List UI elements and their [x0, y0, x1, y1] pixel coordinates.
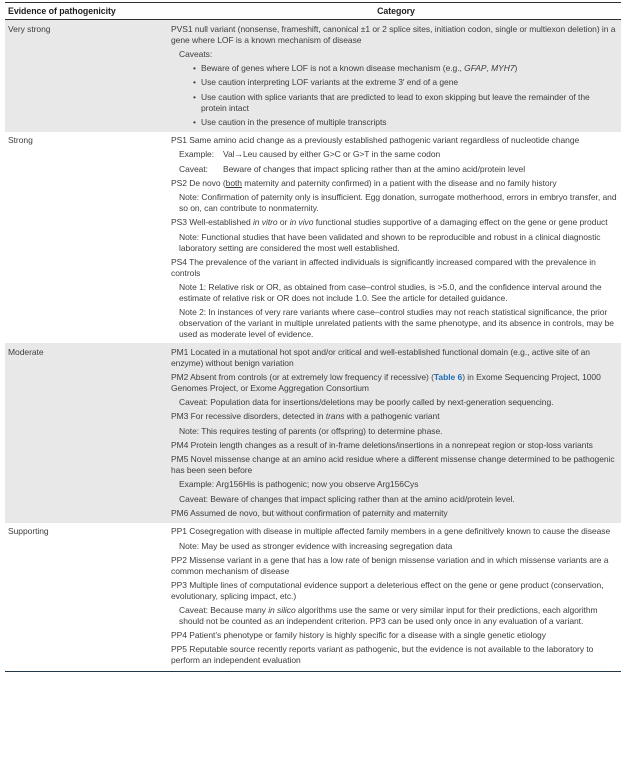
bullet-text: Beware of genes where LOF is not a known disease mechanism (e.g., GFAP, MYH7) — [201, 63, 518, 74]
evidence-level-label: Moderate — [8, 346, 44, 357]
criterion-text: PM1 Located in a mutational hot spot and/or critical and well-established functional domain (e.g., active site of an enzyme) without benign variation — [171, 346, 590, 368]
criterion-text: PVS1 null variant (nonsense, frameshift, canonical ±1 or 2 splice sites, initiation codon, single or multiexon deletion) in a gene where LOF is a known mechanism of disease — [171, 23, 616, 45]
pair-text: Val→Leu caused by either G>C or G>T in the same codon — [223, 149, 441, 160]
criterion-text: PM5 Novel missense change at an amino acid residue where a different missense change determined to be pathogenic has been seen before — [171, 454, 615, 476]
table-row — [5, 20, 621, 131]
underlined-text: both — [225, 178, 242, 189]
italic-text: in silico — [268, 605, 296, 616]
criterion-text: PM4 Protein length changes as a result of in-frame deletions/insertions in a nonrepeat region or stop-loss variants — [171, 440, 593, 450]
bullet-icon: • — [193, 63, 196, 74]
category-cell — [171, 523, 621, 666]
note-text: Note 1: Relative risk or OR, as obtained from case–control studies, is >5.0, and the confidence interval around the estimate of relative risk or OR does not include 1.0. See the article for detailed guidance. — [179, 281, 602, 303]
criterion-text: PS4 The prevalence of the variant in affected individuals is significantly increased compared with the prevalence in controls — [171, 256, 596, 278]
note-text: Note: This requires testing of parents (or offspring) to determine phase. — [179, 425, 443, 436]
criterion-text: PM6 Assumed de novo, but without confirmation of paternity and maternity — [171, 507, 448, 518]
evidence-level-label: Very strong — [8, 23, 51, 34]
pathogenicity-criteria-table — [5, 2, 621, 672]
italic-text: trans — [325, 411, 345, 422]
italic-text: MYH7 — [491, 63, 515, 74]
criterion-text: PS1 Same amino acid change as a previously established pathogenic variant regardless of nucleotide change — [171, 135, 580, 146]
table-row — [5, 343, 621, 522]
evidence-level-label: Supporting — [8, 526, 49, 537]
pair-text: Beware of changes that impact splicing rather than at the amino acid/protein level — [223, 163, 526, 174]
table-6-link[interactable]: Table 6 — [433, 372, 463, 383]
bullet-text: Use caution in the presence of multiple transcripts — [201, 116, 387, 127]
bullet-icon: • — [193, 116, 196, 127]
bullet-text: Use caution with splice variants that are predicted to lead to exon skipping but leave the remainder of the protein intact — [201, 91, 590, 113]
criterion-text: PS2 De novo (both maternity and paternity confirmed) in a patient with the disease and no family history — [171, 178, 557, 189]
evidence-level-label: Strong — [8, 135, 33, 146]
criterion-text: PP5 Reputable source recently reports variant as pathogenic, but the evidence is not available to the laboratory to perform an independent evaluation — [171, 644, 594, 666]
table-bottom-rule — [5, 671, 621, 672]
table-row — [5, 523, 621, 670]
criterion-text: PP4 Patient’s phenotype or family history is highly specific for a disease with a single genetic etiology — [171, 630, 546, 641]
bullet-item — [193, 113, 617, 127]
criterion-text: PP1 Cosegregation with disease in multiple affected family members in a gene definitively known to cause the disease — [171, 526, 611, 537]
category-cell — [171, 343, 621, 518]
column-header-category: Category — [377, 6, 415, 16]
criterion-text: PS3 Well-established in vitro or in vivo functional studies supportive of a damaging effect on the gene or gene product — [171, 217, 608, 228]
example-caveat-row — [179, 160, 617, 174]
italic-text: in vitro — [252, 217, 278, 228]
bullet-icon: • — [193, 77, 196, 88]
note-text: Example: Arg156His is pathogenic; now you observe Arg156Cys — [179, 479, 419, 490]
bullet-item — [193, 74, 617, 88]
table-body — [5, 20, 621, 670]
example-caveat-row — [179, 146, 617, 160]
table-header-row — [5, 2, 621, 20]
bullet-item — [193, 88, 617, 113]
note-text: Caveat: Because many in silico algorithms use the same or very similar input for their predictions, each algorithm should not be counted as an independent criterion. PP3 can be used only once in any evaluation of a variant. — [179, 605, 598, 626]
bullet-icon: • — [193, 91, 196, 102]
italic-text: GFAP — [464, 63, 487, 74]
note-text: Note: Confirmation of paternity only is insufficient. Egg donation, surrogate motherhood, errors in embryo transfer, and so on, can contribute to nonmaternity. — [179, 192, 617, 214]
criterion-text: PP3 Multiple lines of computational evidence support a deleterious effect on the gene or gene product (conservation, evolutionary, splicing impact, etc.) — [171, 579, 604, 601]
criterion-text: PM2 Absent from controls (or at extremely low frequency if recessive) (Table 6) in Exome Sequencing Project, 1000 Genomes Project, or Exome Aggregation Consortium — [171, 372, 601, 393]
note-text: Caveat: Population data for insertions/deletions may be poorly called by next-generation sequencing. — [179, 397, 554, 408]
column-header-evidence: Evidence of pathogenicity — [8, 6, 116, 16]
note-text: Note: Functional studies that have been validated and shown to be reproducible and robust in a clinical diagnostic laboratory setting are considered the most well established. — [179, 231, 601, 253]
pair-label: Caveat: — [179, 163, 208, 174]
criterion-text: PP2 Missense variant in a gene that has a low rate of benign missense variation and in which missense variants are a common mechanism of disease — [171, 554, 609, 576]
category-cell — [171, 20, 621, 127]
pair-label: Example: — [179, 149, 215, 160]
bullet-text: Use caution interpreting LOF variants at the extreme 3′ end of a gene — [201, 77, 459, 88]
note-text: Note: May be used as stronger evidence with increasing segregation data — [179, 540, 453, 551]
category-cell — [171, 132, 621, 340]
note-text: Caveats: — [179, 48, 213, 59]
table-row — [5, 132, 621, 344]
italic-text: in vivo — [289, 217, 314, 228]
criterion-text: PM3 For recessive disorders, detected in trans with a pathogenic variant — [171, 411, 440, 422]
bullet-item — [193, 60, 617, 74]
note-text: Caveat: Beware of changes that impact splicing rather than at the amino acid/protein level. — [179, 493, 515, 504]
note-text: Note 2: In instances of very rare variants where case–control studies may not reach statistical significance, the prior observation of the variant in multiple unrelated patients with the same phenotype, and its absence in controls, may be used as moderate level of evidence. — [179, 307, 614, 339]
